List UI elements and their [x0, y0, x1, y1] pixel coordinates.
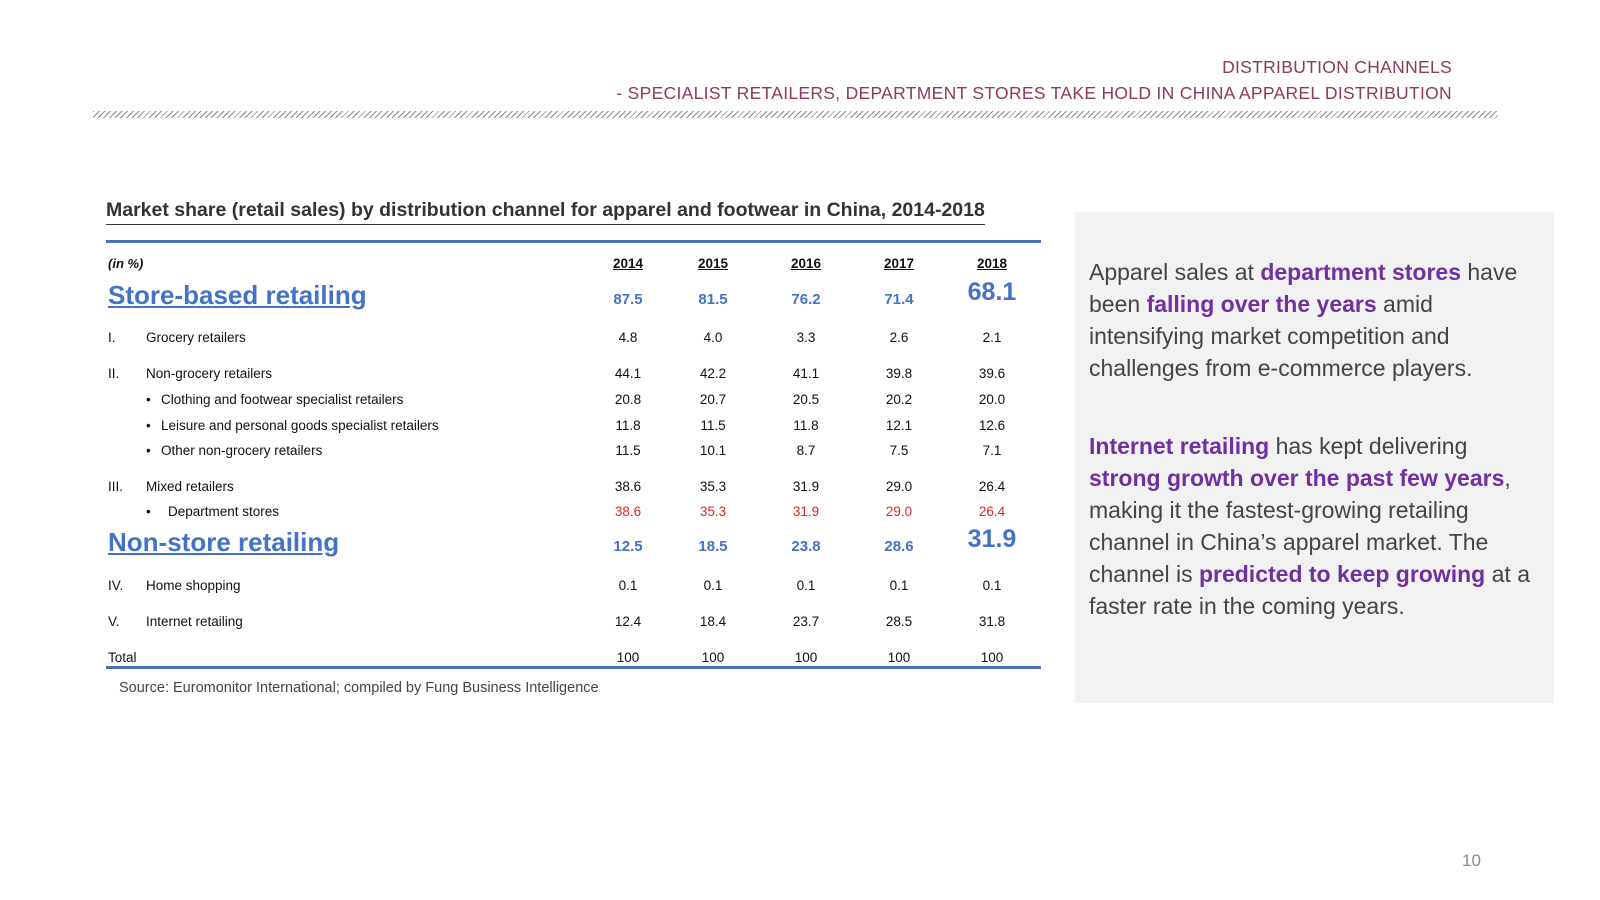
year-header: 2015 [697, 256, 729, 271]
bullet: • [146, 504, 151, 519]
hatched-divider [93, 111, 1498, 118]
row-label: Non-grocery retailers [146, 366, 273, 381]
cell: 100 [616, 650, 640, 665]
cell: 87.5 [613, 291, 643, 308]
cell: 10.1 [699, 443, 727, 458]
cell: 18.5 [698, 538, 728, 555]
cell: 42.2 [699, 366, 727, 381]
cell: 26.4 [978, 504, 1006, 519]
cell: 0.1 [982, 578, 1002, 593]
cell: 31.9 [792, 479, 820, 494]
row-label: Other non-grocery retailers [161, 443, 323, 458]
cell: 31.8 [978, 614, 1006, 629]
header-section-title: DISTRIBUTION CHANNELS [1222, 57, 1452, 77]
cell: 0.1 [703, 578, 723, 593]
units-label: (in %) [108, 256, 144, 271]
commentary-paragraph-2 [1089, 430, 1544, 622]
cell: 76.2 [791, 291, 821, 308]
page-number: 10 [1462, 851, 1481, 870]
cell: 18.4 [699, 614, 727, 629]
cell: 23.7 [792, 614, 820, 629]
highlight-text: strong growth over the past few years [1089, 465, 1505, 491]
table-row [108, 414, 1028, 438]
cell: 0.1 [889, 578, 909, 593]
cell: 7.1 [982, 443, 1002, 458]
year-header: 2014 [612, 256, 644, 271]
text-run: , making it the fastest-growing retailing channel in China’s apparel market. The channel is [1089, 465, 1511, 587]
bullet: • [146, 392, 151, 407]
cell: 20.0 [978, 392, 1006, 407]
cell: 12.6 [978, 418, 1006, 433]
row-numeral: IV. [108, 578, 124, 593]
bullet: • [146, 418, 151, 433]
cell: 20.5 [792, 392, 820, 407]
cell: 11.5 [615, 443, 641, 458]
cell: 12.4 [614, 614, 642, 629]
cell: 100 [701, 650, 725, 665]
cell: 29.0 [885, 504, 913, 519]
text-run: Apparel sales at [1089, 259, 1261, 285]
cell: 100 [887, 650, 911, 665]
table-row [108, 388, 1028, 412]
cell: 39.8 [885, 366, 913, 381]
year-header: 2017 [883, 256, 915, 271]
cell: 35.3 [699, 479, 727, 494]
cell: 0.1 [618, 578, 638, 593]
cell: 38.6 [614, 504, 642, 519]
table-top-rule [106, 240, 1041, 243]
row-label: Mixed retailers [146, 479, 234, 494]
cell: 41.1 [792, 366, 820, 381]
cell: 4.8 [618, 330, 638, 345]
table-row [108, 475, 1028, 499]
table-row-store-based [108, 280, 1028, 312]
cell: 35.3 [699, 504, 727, 519]
section-label: Store-based retailing [108, 280, 367, 310]
cell: 39.6 [978, 366, 1006, 381]
cell: 68.1 [967, 278, 1017, 306]
cell: 38.6 [614, 479, 642, 494]
cell: 20.7 [699, 392, 727, 407]
row-label: Internet retailing [146, 614, 243, 629]
table-bottom-rule [106, 666, 1041, 669]
source-note: Source: Euromonitor International; compiled by Fung Business Intelligence [119, 680, 599, 696]
cell: 100 [794, 650, 818, 665]
cell: 12.1 [885, 418, 913, 433]
cell: 11.5 [700, 418, 726, 433]
row-label: Department stores [168, 504, 280, 519]
cell: 81.5 [698, 291, 728, 308]
row-numeral: V. [108, 614, 120, 629]
cell: 29.0 [885, 479, 913, 494]
cell: 2.6 [889, 330, 909, 345]
cell: 12.5 [613, 538, 643, 555]
header [616, 54, 1452, 106]
cell: 71.4 [884, 291, 914, 308]
cell: 23.8 [791, 538, 821, 555]
cell: 20.2 [885, 392, 913, 407]
cell: 28.6 [884, 538, 914, 555]
cell: 11.8 [615, 418, 641, 433]
header-subtitle: - SPECIALIST RETAILERS, DEPARTMENT STORES TAKE HOLD IN CHINA APPAREL DISTRIBUTION [616, 83, 1452, 103]
cell: 4.0 [703, 330, 723, 345]
commentary-paragraph-1 [1089, 256, 1544, 384]
text-run: at a faster rate in the coming years. [1089, 561, 1530, 619]
table-row-non-store [108, 527, 1028, 559]
row-label: Home shopping [146, 578, 241, 593]
row-numeral: I. [108, 330, 116, 345]
highlight-text: department stores [1260, 259, 1461, 285]
row-label: Clothing and footwear specialist retailers [161, 392, 404, 407]
section-label: Non-store retailing [108, 527, 340, 557]
row-label: Total [108, 650, 137, 665]
cell: 7.5 [889, 443, 909, 458]
row-numeral: II. [108, 366, 120, 381]
table-row [108, 362, 1028, 386]
cell: 3.3 [796, 330, 816, 345]
table-row-department-stores [108, 500, 1028, 524]
text-run: has kept delivering [1269, 433, 1468, 459]
table-title: Market share (retail sales) by distribution channel for apparel and footwear in China, 2014-2018 [106, 199, 985, 225]
row-numeral: III. [108, 479, 124, 494]
highlight-text: falling over the years [1146, 291, 1377, 317]
cell: 2.1 [982, 330, 1002, 345]
text-run: have been [1089, 259, 1518, 317]
cell: 20.8 [614, 392, 642, 407]
cell: 31.9 [792, 504, 820, 519]
row-label: Leisure and personal goods specialist retailers [161, 418, 439, 433]
cell: 8.7 [796, 443, 816, 458]
year-header: 2016 [790, 256, 822, 271]
cell: 11.8 [793, 418, 819, 433]
cell: 26.4 [978, 479, 1006, 494]
table-row [108, 574, 1028, 598]
cell: 0.1 [796, 578, 816, 593]
row-label: Grocery retailers [146, 330, 246, 345]
cell: 28.5 [885, 614, 913, 629]
table-header-row [108, 252, 1028, 276]
text-run: amid intensifying market competition and challenges from e-commerce players. [1089, 291, 1473, 381]
table-row [108, 326, 1028, 350]
table-row [108, 610, 1028, 634]
highlight-text: predicted to keep growing [1198, 561, 1486, 587]
cell: 44.1 [614, 366, 642, 381]
highlight-text: Internet retailing [1089, 433, 1270, 459]
cell: 100 [980, 650, 1004, 665]
bullet: • [146, 443, 151, 458]
cell: 31.9 [967, 525, 1017, 553]
table-row [108, 439, 1028, 463]
year-header: 2018 [976, 256, 1008, 271]
